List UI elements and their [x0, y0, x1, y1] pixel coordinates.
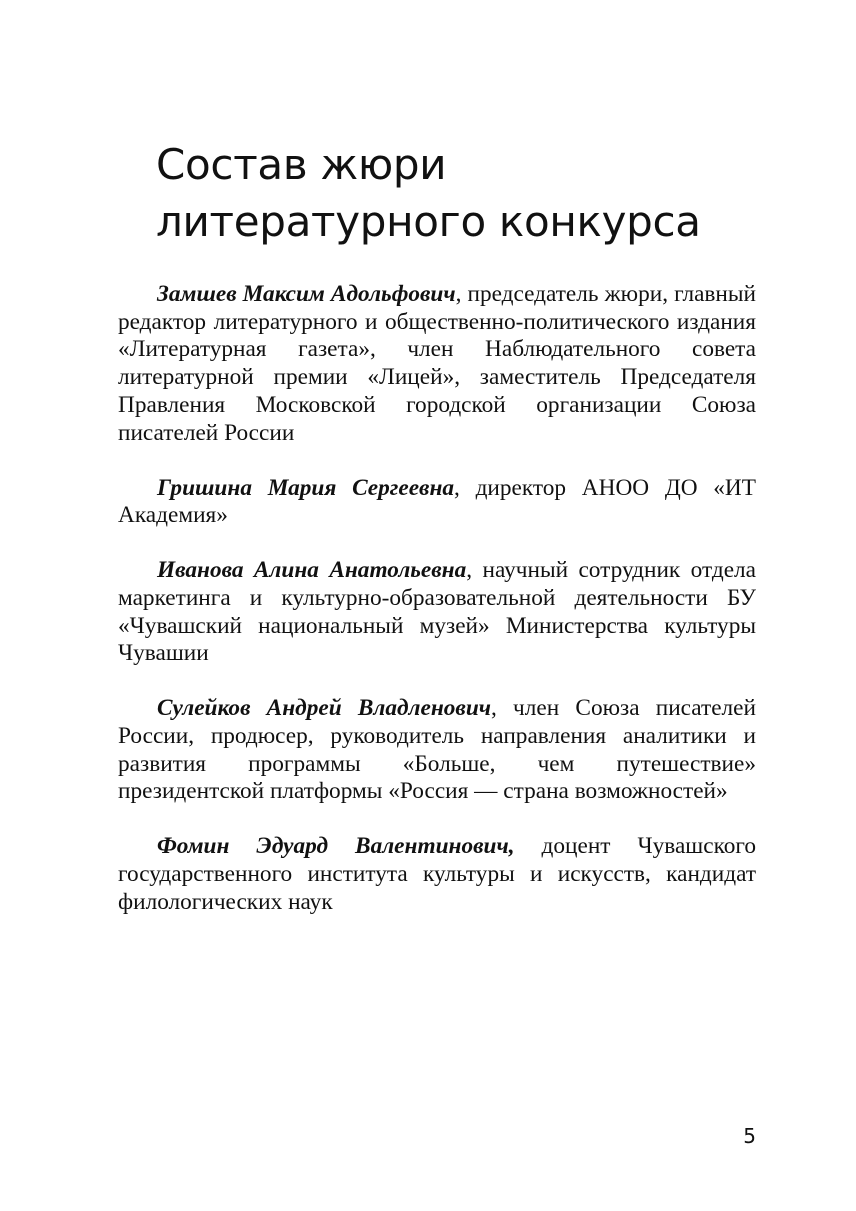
jury-entry: [118, 475, 756, 530]
jury-member-name: Гришина Мария Сергеевна: [157, 474, 455, 501]
jury-member-name: Иванова Алина Анатольевна: [157, 557, 467, 584]
jury-member-name: Фомин Эдуард Валентинович,: [157, 833, 515, 860]
jury-member-name: Сулейков Андрей Владленович: [157, 695, 492, 722]
jury-member-description: , член Союза писателей России, продюсер, руководитель направления аналитики и развития программы «Больше, чем путешествие» президентской платформы «Россия — страна возможностей»: [118, 695, 756, 805]
page-number: 5: [743, 1124, 756, 1148]
jury-member-description: , научный сотрудник отдела маркетинга и культурно-образовательной деятельности БУ «Чувашский национальный музей» Министерства культуры Чувашии: [118, 557, 756, 667]
jury-member-name: Замшев Максим Адольфович: [157, 281, 456, 307]
page-title: [156, 136, 776, 250]
jury-list: [118, 281, 756, 944]
page-title-line-1: Состав жюри: [156, 140, 447, 190]
jury-member-description: , председатель жюри, главный редактор литературного и общественно-политического издания «Литературная газета», член Наблюдательного совета литературной премии «Лицей», заместитель Председателя Правления Московской городской организации Союза писателей России: [118, 281, 756, 446]
jury-member-description: доцент Чувашского государственного института культуры и искусств, кандидат филологических наук: [118, 833, 756, 915]
jury-entry: [118, 557, 756, 668]
jury-member-description: , директор АНОО ДО «ИТ Академия»: [118, 474, 756, 529]
page-title-line-2: литературного конкурса: [156, 197, 701, 247]
jury-entry: [118, 281, 756, 447]
jury-entry: [118, 695, 756, 806]
jury-entry: [118, 833, 756, 916]
